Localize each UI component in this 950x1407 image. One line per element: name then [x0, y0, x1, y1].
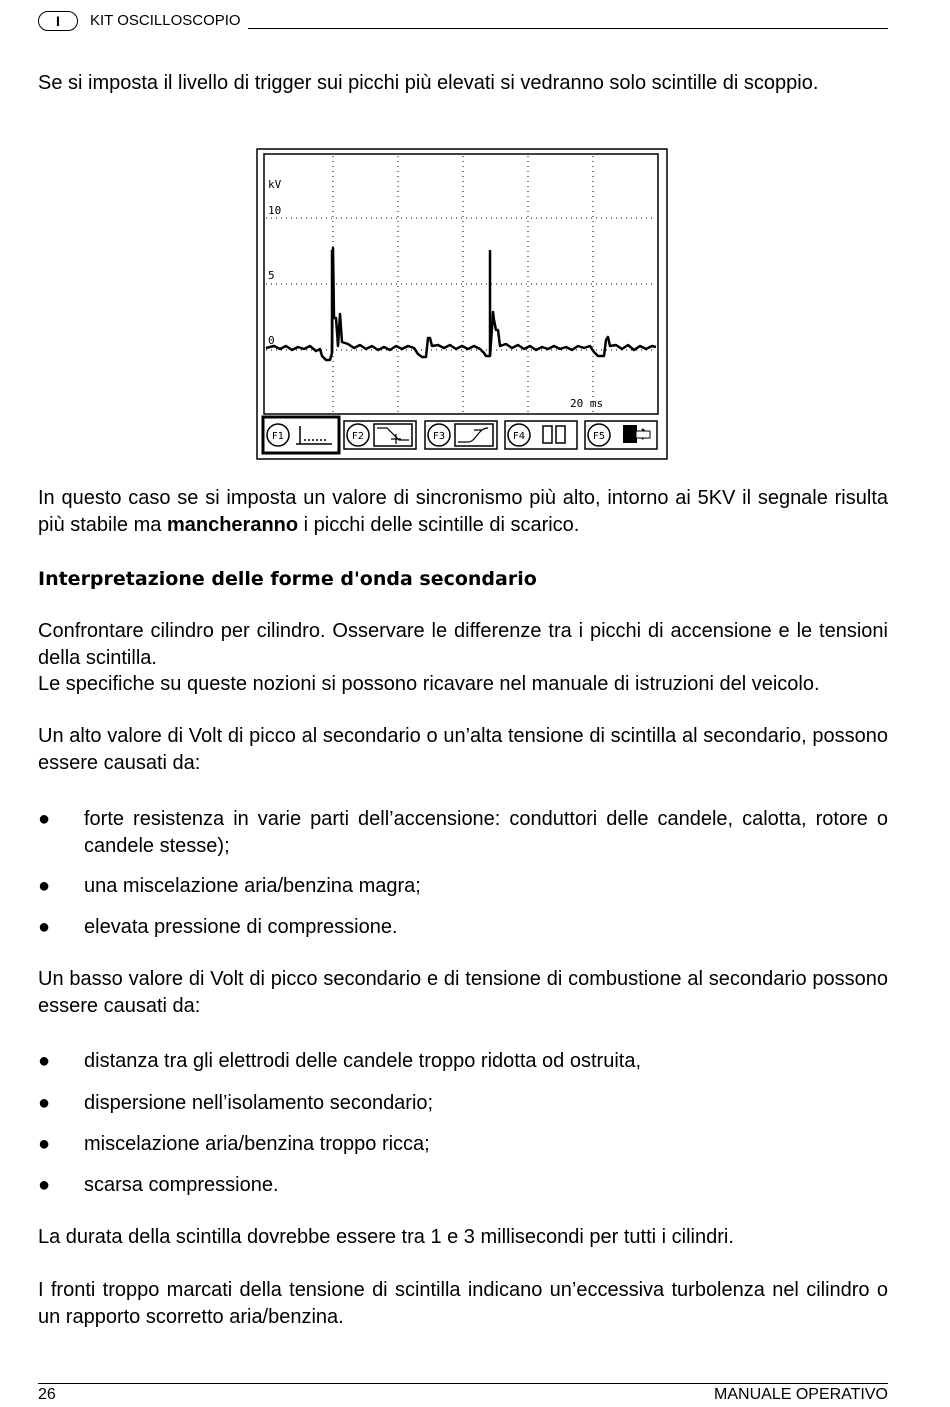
bullet-icon: ● [38, 1092, 51, 1114]
f2-label: F2 [351, 431, 365, 442]
list-item-text: dispersione nell’isolamento secondario; [84, 1092, 434, 1114]
section-heading: Interpretazione delle forme d'onda secondario [38, 568, 537, 590]
f5-label: F5 [592, 431, 606, 442]
function-key-f2[interactable] [347, 424, 412, 446]
f4-label: F4 [512, 431, 526, 442]
oscilloscope-screen [256, 148, 668, 460]
scope-unit-label: kV [268, 178, 282, 191]
list-item [38, 873, 888, 900]
list-item [38, 1131, 888, 1158]
page-number: 26 [38, 1386, 56, 1403]
bullet-icon: ● [38, 875, 51, 897]
paragraph-turbulence: I fronti troppo marcati della tensione di scintilla indicano un’eccessiva turbolenza nel cilindro o un rapporto scorretto aria/benzina. [38, 1279, 888, 1328]
paragraph-specs: Le specifiche su queste nozioni si possono ricavare nel manuale di istruzioni del veicolo. [38, 673, 820, 695]
bullet-icon: ● [38, 1133, 51, 1155]
scope-y-label-0: 0 [268, 334, 275, 347]
scope-y-label-10: 10 [268, 204, 282, 217]
list-item-text: forte resistenza in varie parti dell’accensione: conduttori delle candele, calotta, rotore o candele stesse); [84, 808, 888, 857]
sync-text-start: In questo caso se si imposta un valore di sincronismo più alto, intorno ai 5KV il segnale risulta più stabile ma [38, 487, 888, 536]
list-item-text: distanza tra gli elettrodi delle candele troppo ridotta od ostruita, [84, 1050, 642, 1072]
page-header [38, 8, 888, 34]
header-title: KIT OSCILLOSCOPIO [90, 12, 241, 29]
list-item [38, 806, 888, 860]
paragraph-spark-duration: La durata della scintilla dovrebbe essere tra 1 e 3 millisecondi per tutti i cilindri. [38, 1226, 734, 1248]
pause-icon [543, 426, 552, 443]
intro-paragraph: Se si imposta il livello di trigger sui picchi più elevati si vedranno solo scintille di scoppio. [38, 72, 819, 94]
f1-label: F1 [271, 431, 285, 442]
f3-label: F3 [432, 431, 446, 442]
sync-text-bold: mancheranno [166, 514, 299, 536]
paragraph-compare: Confrontare cilindro per cilindro. Osservare le differenze tra i picchi di accensione e le tensioni della scintilla. [38, 620, 888, 669]
scope-time-label: 20 ms [570, 397, 604, 410]
sync-text-end: i picchi delle scintille di scarico. [298, 514, 580, 536]
list-item [38, 914, 888, 941]
list-item-text: scarsa compressione. [84, 1174, 279, 1196]
falling-slope-icon [374, 424, 412, 446]
list-item-text: una miscelazione aria/benzina magra; [84, 875, 421, 897]
bullet-icon: ● [38, 1174, 51, 1196]
paragraph-sync [38, 485, 888, 539]
footer-title: MANUALE OPERATIVO [714, 1386, 888, 1403]
rising-slope-icon [455, 424, 493, 446]
list-item [38, 1172, 888, 1199]
paragraph-low-voltage: Un basso valore di Volt di picco secondario e di tensione di combustione al secondario possono essere causati da: [38, 968, 888, 1017]
list-item-text: miscelazione aria/benzina troppo ricca; [84, 1133, 430, 1155]
scope-y-label-5: 5 [268, 269, 275, 282]
header-rule [248, 28, 888, 29]
footer-rule [38, 1383, 888, 1384]
function-key-f3[interactable] [428, 424, 493, 446]
language-badge: I [38, 11, 78, 31]
list-item-text: elevata pressione di compressione. [84, 916, 398, 938]
bullet-icon: ● [38, 916, 51, 938]
list-item [38, 1090, 888, 1117]
bullet-icon: ● [38, 808, 51, 830]
bullet-icon: ● [38, 1050, 51, 1072]
list-item [38, 1048, 888, 1075]
paragraph-high-voltage: Un alto valore di Volt di picco al secondario o un’alta tensione di scintilla al secondario, possono essere causati da: [38, 725, 888, 774]
